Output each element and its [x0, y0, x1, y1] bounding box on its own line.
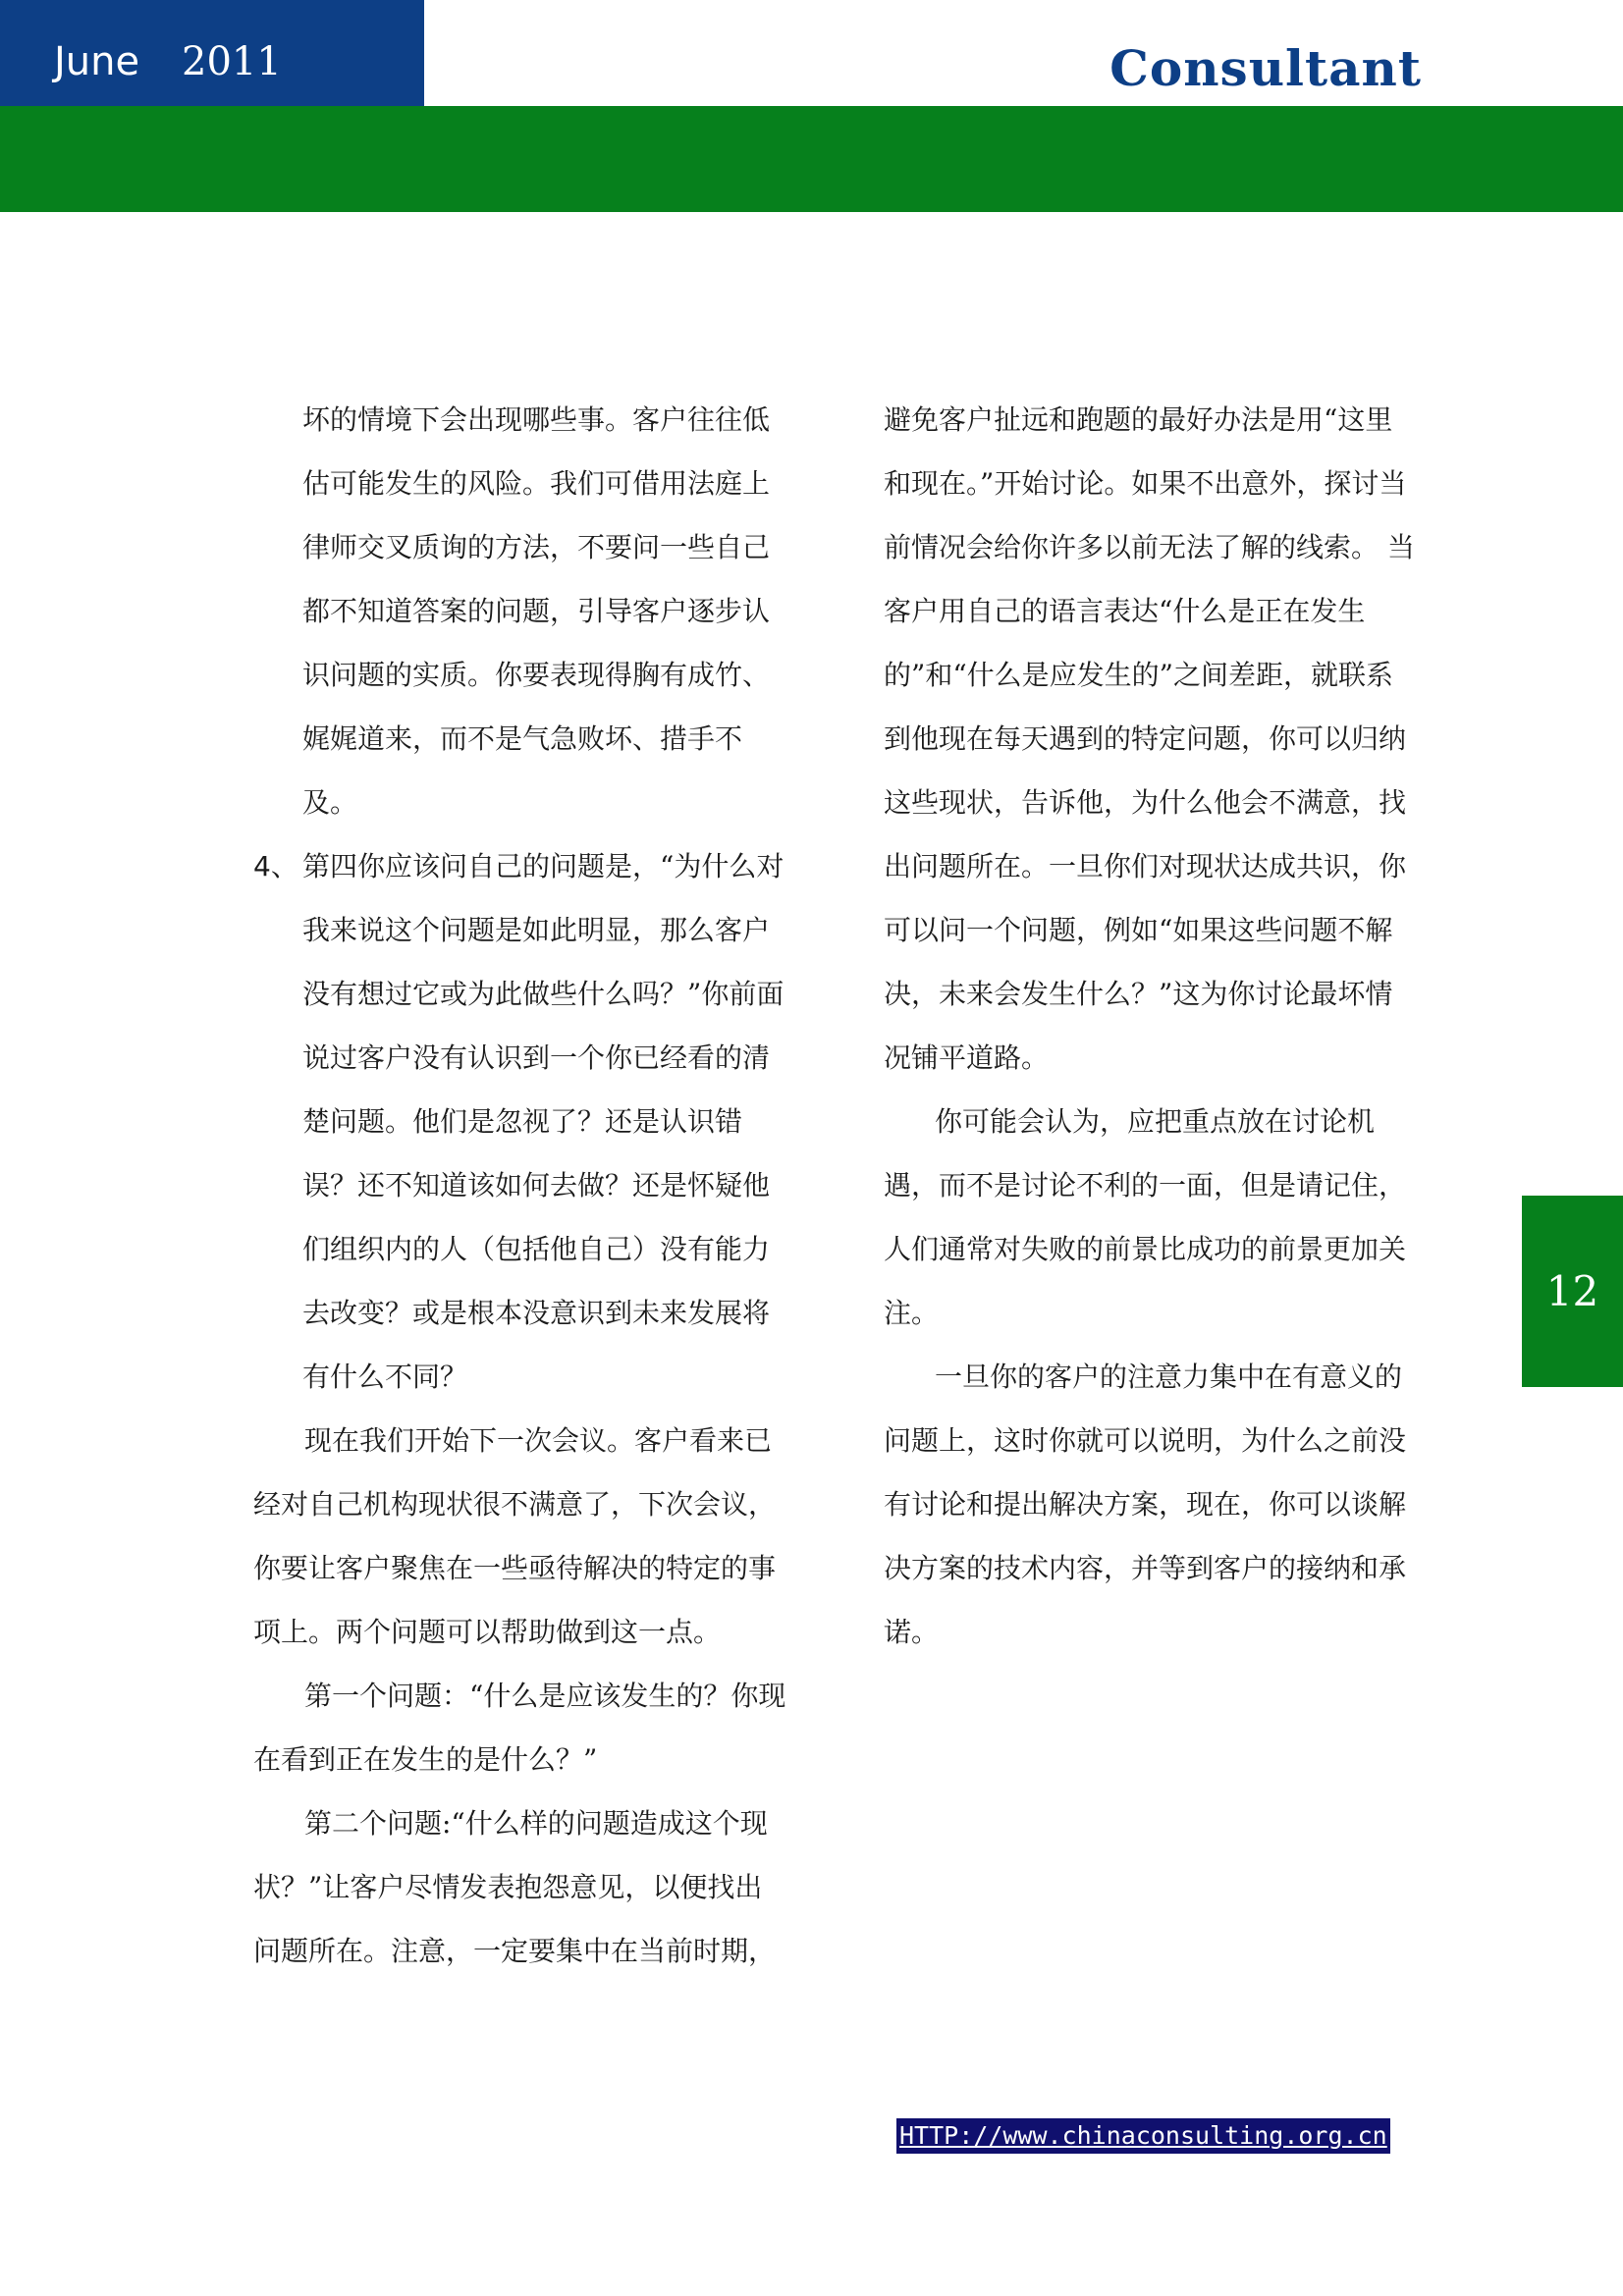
paragraph: 一旦你的客户的注意力集中在有意义的问题上，这时你就可以说明，为什么之前没有讨论和提出解决方案，现在，你可以谈解决方案的技术内容，并等到客户的接纳和承诺。: [884, 1361, 1407, 1648]
paragraph: 第二个问题:“什么样的问题造成这个现状？”让客户尽情发表抱怨意见，以便找出问题所在。注意，一定要集中在当前时期，: [253, 1807, 777, 1967]
issue-year: 2011: [182, 39, 282, 84]
header-band: [0, 106, 1623, 212]
paragraph: 现在我们开始下一次会议。客户看来已经对自己机构现状很不满意了，下次会议，你要让客户聚焦在一些亟待解决的特定的事项上。两个问题可以帮助做到这一点。: [253, 1424, 777, 1648]
left-column: [253, 388, 788, 1983]
paragraph: 你可能会认为，应把重点放在讨论机遇，而不是讨论不利的一面，但是请记住，人们通常对失败的前景比成功的前景更加关注。: [884, 1105, 1407, 1329]
issue-month: June: [54, 39, 140, 84]
page-number-tab: [1522, 1196, 1623, 1387]
issue-date-box: [0, 0, 424, 106]
magazine-title: Consultant: [1109, 39, 1422, 97]
list-item-4: [253, 834, 788, 1409]
paragraph: 第一个问题：“什么是应该发生的？你现在看到正在发生的是什么？”: [253, 1680, 786, 1776]
list-item-text: 第四你应该问自己的问题是，“为什么对我来说这个问题是如此明显，那么客户没有想过它或为此做些什么吗？”你前面说过客户没有认识到一个你已经看的清楚问题。他们是忽视了？还是认识错误？还不知道该如何去做？还是怀疑他们组织内的人（包括他自己）没有能力去改变？或是根本没意识到未来发展将有什么不同？: [302, 850, 784, 1393]
right-column: [884, 388, 1419, 1664]
page-number: 12: [1545, 1267, 1599, 1315]
paragraph: 避免客户扯远和跑题的最好办法是用“这里和现在。”开始讨论。如果不出意外，探讨当前情况会给你许多以前无法了解的线索。 当客户用自己的语言表达“什么是正在发生的”和“什么是应发生的”之间差距，就联系到他现在每天遇到的特定问题，你可以归纳这些现状，告诉他，为什么他会不满意，找出问题所在。一旦你们对现状达成共识，你可以问一个问题，例如“如果这些问题不解决，未来会发生什么？”这为你讨论最坏情况铺平道路。: [884, 403, 1415, 1074]
website-link[interactable]: HTTP://www.chinaconsulting.org.cn: [896, 2118, 1390, 2154]
continued-paragraph: 坏的情境下会出现哪些事。客户往往低估可能发生的风险。我们可借用法庭上律师交叉质询的方法，不要问一些自己都不知道答案的问题，引导客户逐步认识问题的实质。你要表现得胸有成竹、娓娓道来，而不是气急败坏、措手不及。: [302, 403, 771, 819]
list-number: 4、: [253, 850, 298, 882]
